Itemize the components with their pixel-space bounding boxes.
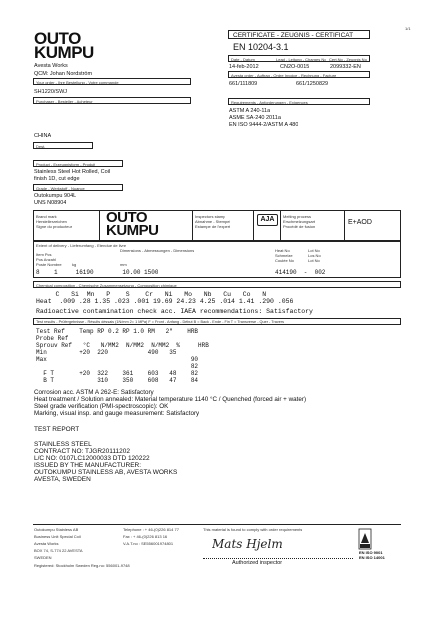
heat-lot-row: 414190 - 002 [275, 269, 326, 276]
tests-line-6: 82 [36, 363, 199, 370]
schmelze-label: Schmelze [275, 253, 293, 258]
inspectors-stamp-label: Inspectors stamp [195, 214, 226, 219]
lead-label: Lead - Leitung - Charges No [276, 57, 327, 62]
qcm-name: QCM: Johan Nordström [34, 71, 93, 77]
tests-line-5: Max 90 [36, 356, 199, 363]
authorized-inspector: Authorized inspector [232, 560, 283, 566]
report-line-4: CONTRACT NO: TJGR20111202 [34, 448, 130, 455]
iso-14001: EN ISO 14001 [359, 555, 385, 560]
dnv-certification-mark [358, 528, 400, 562]
kg-label: kg [72, 262, 77, 267]
invoice-no: 661/1250829 [296, 81, 329, 87]
melting-process-label-fr: Procédé de fusion [283, 224, 316, 229]
purchaser-label-box [33, 97, 191, 104]
outokumpu-logo [34, 29, 94, 63]
brand-mark-label-fr: Signe du producteur [36, 224, 73, 229]
divider [344, 210, 345, 241]
conformity-statement: This material is found to comply with order requirements [203, 527, 303, 532]
chem-label: Chemical composition - Chemische Zusammensetzung - Composition chimique [36, 283, 177, 288]
dimensions-label: Dimensions - Abmessungen - Dimensions [120, 248, 195, 253]
footer-unit: Business Unit Special Coil [34, 534, 81, 539]
purchaser-label: Purchaser - Besteller - Acheteur [36, 99, 93, 104]
divider [99, 210, 100, 241]
note-corrosion: Corrosion acc. ASTM A 262-E: Satisfactory [34, 389, 154, 396]
item-pcs-label: Item Pcs [36, 252, 52, 257]
delivery-label: Extent of delivery - Lieferumfang - Etendue de livre [36, 243, 127, 248]
country: CHINA [34, 133, 52, 139]
cert-title: CERTIFICATE - ZEUGNIS - CERTIFICAT [233, 32, 354, 39]
tests-line-4: Min +20 220 490 35 [36, 349, 177, 356]
dest-box [33, 142, 93, 149]
tests-line-8: B T 310 350 608 47 84 [36, 377, 199, 384]
grade-label-box [33, 184, 123, 191]
radioactive-check: Radioactive contamination check acc. IAEA recommendations: Satisfactory [36, 308, 313, 315]
note-heat-treatment: Heat treatment / Solution annealed: Material temperature 1140 °C / Quenched (forced air + water) [34, 396, 307, 403]
tests-label: Test results - Prüfergebnisse - Résults déssais (1N/mm 2= 1 MPa) F = Front - Anfang - Début B = Back - Ende - Fin T = Transverse - Quer - Travers [36, 320, 285, 324]
mill-name: Avesta Works [34, 63, 68, 69]
dest-label: Dest. [36, 144, 46, 149]
note-marking: Marking, visual insp. and gauge measurement: Satisfactory [34, 410, 200, 417]
requirement-2: ASME SA-240 2011a [229, 115, 281, 121]
report-line-1: TEST REPORT [34, 426, 80, 433]
report-line-8: AVESTA, SWEDEN [34, 476, 91, 483]
tests-label-box [33, 318, 401, 325]
delivery-row: 8 1 16190 10.00 1500 [36, 269, 159, 276]
product-line-1: Stainless Steel Hot Rolled, Coil [34, 169, 111, 175]
footer-fax: Fax : + 46-(0)226 813 16 [123, 534, 168, 539]
tests-line-7: F T +20 322 361 603 48 82 [36, 370, 199, 377]
coulee-label: Coulée No [275, 258, 294, 263]
inspectors-stamp-label-de: Abnahme - Stempel [195, 219, 231, 224]
brand-mark-label-de: Herstellerzeichen [36, 219, 67, 224]
brand-logo-line-2: KUMPU [106, 221, 159, 239]
logo-line-2: KUMPU [34, 43, 94, 63]
poste-nombre-label: Poste Nombre [36, 262, 62, 267]
order-value: SH1220/SWJ [34, 89, 68, 95]
report-line-7: OUTOKUMPU STAINLESS AB, AVESTA WORKS [34, 469, 178, 476]
footer-registered: Registered: Stockholm Sweden Reg.no: 556001-9748 [34, 563, 130, 568]
footer-vat: V.A.T.no : SE556001974801 [123, 541, 174, 546]
footer-rule [33, 524, 401, 525]
logo-line-1: OUTO [34, 29, 81, 48]
signature-line [203, 558, 353, 559]
order-label: Your order - Ihre Bestellung - Votre commande [36, 80, 119, 85]
divider [280, 210, 281, 241]
melting-process: E+AOD [348, 219, 372, 226]
inspector-stamp: AJA [257, 214, 278, 226]
grade-line-2: UNS N08904 [34, 200, 67, 206]
grade-line-1: Outokumpu 904L [34, 193, 77, 199]
product-line-2: finish 1D, cut edge [34, 176, 80, 182]
divider [253, 210, 254, 241]
inspectors-stamp-label-fr: Estampe de l'expert [195, 224, 231, 229]
cert-standard: EN 10204-3.1 [233, 42, 289, 52]
avesta-order: 661/111809 [229, 81, 258, 87]
page-number: 1/1 [405, 26, 411, 31]
grade-label: Grade - Werkstoff - Nuance [36, 186, 85, 191]
brand-mark-logo [106, 209, 159, 239]
requirements-box [228, 98, 370, 105]
note-pmi: Steel grade verification (PMI-spectroscopic): OK [34, 403, 169, 410]
report-line-5: L/C NO: 0107LC12000033 DTD 120222 [34, 455, 150, 462]
inspector-signature: Mats Hjelm [212, 537, 283, 551]
chem-label-box [33, 281, 401, 288]
pos-anzahl-label: Pos Anzahl [36, 257, 57, 262]
lot-no-label-fr: Lot No [308, 258, 320, 263]
brand-logo-line-1: OUTO [106, 209, 148, 226]
melting-process-label: Melting process [283, 214, 312, 219]
date-label: Date - Datum [231, 57, 255, 62]
heat-no-label: Heat No [275, 248, 290, 253]
cert-no-label: Cert.No - Zeugnis No [329, 57, 367, 62]
product-label: Product - Erzeugnisform - Produit [36, 162, 96, 167]
avesta-order-box [228, 71, 370, 78]
report-line-6: ISSUED BY THE MANUFACTURER: [34, 462, 142, 469]
tests-line-2: Probe Ref [36, 335, 69, 342]
divider [192, 210, 193, 241]
requirement-1: ASTM A 240-11a [229, 108, 271, 114]
los-no-label: Los No [308, 253, 321, 258]
footer-telephone: Telephone : + 46-(0)226 814 77 [123, 527, 179, 532]
tests-line-1: Test Ref Temp RP 0.2 RP 1.0 RM 2" HRB [36, 328, 199, 335]
product-label-box [33, 160, 123, 167]
iso-9001: EN ISO 9001 [359, 550, 383, 555]
requirements-label: Requirements - Anforderungen - Exigences [231, 100, 308, 105]
brand-mark-label: Brand mark [36, 214, 57, 219]
melting-process-label-de: Erschmelzungsart [283, 219, 316, 224]
cert-title-box [228, 30, 370, 39]
lead-no: CN2O-0015 [280, 64, 310, 70]
avesta-order-label: Avesta order - Auftrag - Ordre Invoice - Rechnung - Facture [231, 73, 337, 78]
chem-values: Heat .009 .28 1.35 .023 .001 19.69 24.23 4.25 .014 1.41 .290 .056 [36, 298, 294, 305]
footer-address: BOX 74, S-774 22 AVESTA [34, 548, 83, 553]
lot-no-label: Lot No [308, 248, 320, 253]
footer-company: Outokumpu Stainless AB [34, 527, 79, 532]
footer-country: SWEDEN [34, 555, 52, 560]
report-line-3: STAINLESS STEEL [34, 441, 92, 448]
cert-date: 14-feb-2012 [229, 64, 259, 70]
requirement-3: EN ISO 9444-2/ASTM A 480 [229, 122, 299, 128]
chem-header: C Si Mn P S Cr Ni Mo Nb Cu Co N [36, 291, 267, 298]
footer-works: Avesta Works [34, 541, 59, 546]
cert-labels-box [228, 55, 370, 62]
tests-line-3: Sprouv Ref °C N/MM2 N/MM2 N/MM2 % HRB [36, 342, 209, 349]
order-label-box [33, 78, 191, 85]
cert-no: 2099332-EN [330, 64, 361, 70]
mm-label: mm [120, 262, 127, 267]
